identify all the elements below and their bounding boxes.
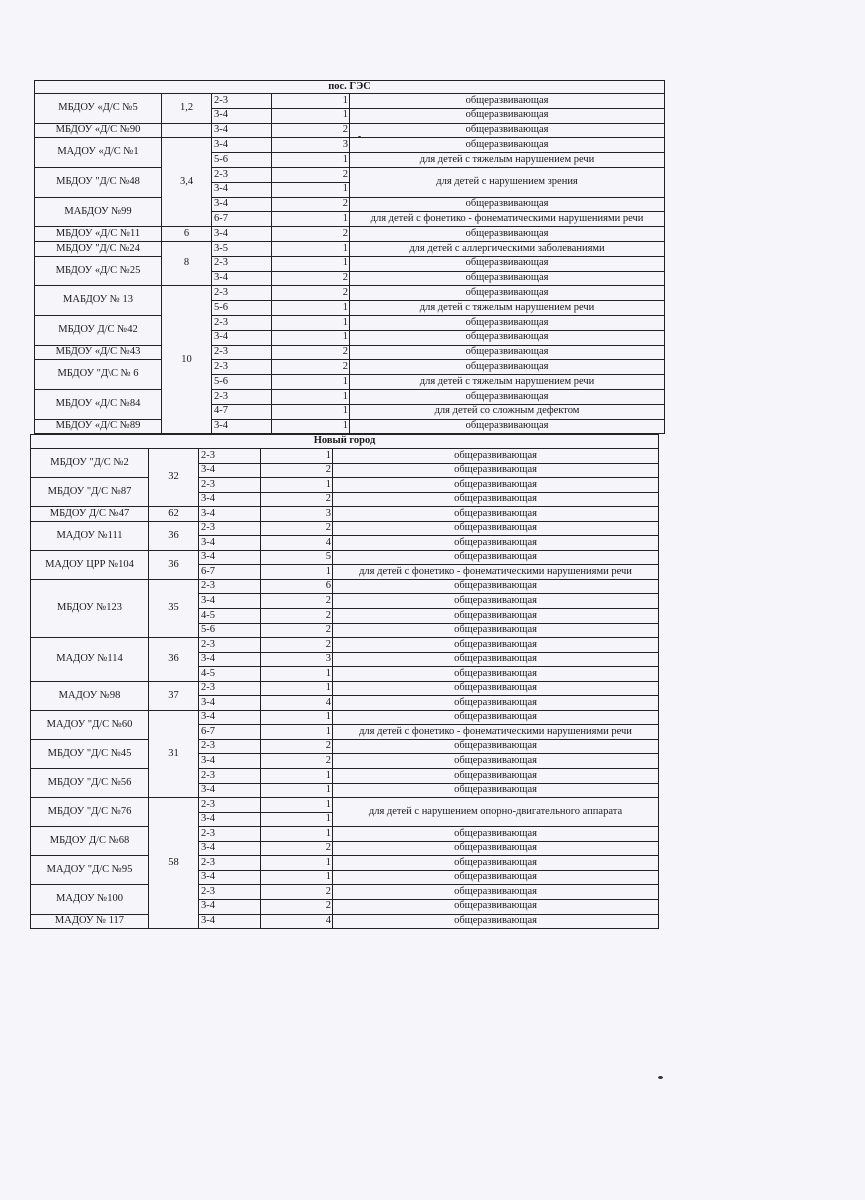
institution-name: МБДОУ "Д/С №24 bbox=[35, 241, 162, 256]
group-type: для детей со сложным дефектом bbox=[350, 404, 665, 419]
institution-name: МБДОУ "Д\С № 6 bbox=[35, 360, 162, 390]
age-range: 4-5 bbox=[199, 609, 261, 624]
age-range: 5-6 bbox=[212, 301, 272, 316]
group-count: 2 bbox=[272, 227, 350, 242]
age-range: 2-3 bbox=[212, 256, 272, 271]
age-range: 3-4 bbox=[212, 138, 272, 153]
group-type: общеразвивающая bbox=[333, 827, 659, 842]
table-row bbox=[31, 579, 659, 594]
group-count: 1 bbox=[261, 827, 333, 842]
table-row bbox=[35, 360, 665, 375]
age-range: 2-3 bbox=[199, 885, 261, 900]
institution-name: МБДОУ «Д/С №5 bbox=[35, 94, 162, 124]
group-type: общеразвивающая bbox=[350, 123, 665, 138]
group-count: 1 bbox=[261, 565, 333, 580]
age-range: 3-4 bbox=[199, 841, 261, 856]
group-type: для детей с нарушением опорно-двигательного аппарата bbox=[333, 798, 659, 827]
group-count: 1 bbox=[261, 812, 333, 827]
table-row bbox=[31, 681, 659, 696]
table-row bbox=[31, 914, 659, 929]
group-type: общеразвивающая bbox=[333, 841, 659, 856]
table-row bbox=[35, 345, 665, 360]
table-row bbox=[35, 256, 665, 271]
group-count: 4 bbox=[261, 914, 333, 929]
group-count: 2 bbox=[261, 638, 333, 653]
group-count: 1 bbox=[261, 478, 333, 493]
district-number: 62 bbox=[149, 507, 199, 522]
group-count: 1 bbox=[272, 94, 350, 109]
district-number: 37 bbox=[149, 681, 199, 710]
group-type: общеразвивающая bbox=[333, 710, 659, 725]
age-range: 3-4 bbox=[199, 652, 261, 667]
group-type: общеразвивающая bbox=[350, 389, 665, 404]
table-row bbox=[35, 123, 665, 138]
institution-name: МАБДОУ №99 bbox=[35, 197, 162, 227]
district-number: 3,4 bbox=[162, 138, 212, 227]
group-count: 1 bbox=[272, 153, 350, 168]
institution-name: МБДОУ "Д/С №2 bbox=[31, 449, 149, 478]
table-row bbox=[31, 550, 659, 565]
group-type: общеразвивающая bbox=[333, 478, 659, 493]
group-type: общеразвивающая bbox=[333, 754, 659, 769]
age-range: 3-4 bbox=[212, 108, 272, 123]
district-number: 36 bbox=[149, 521, 199, 550]
scan-speck bbox=[658, 1076, 663, 1079]
group-count: 1 bbox=[261, 870, 333, 885]
institution-name: МАДОУ № 117 bbox=[31, 914, 149, 929]
group-count: 1 bbox=[272, 182, 350, 197]
age-range: 5-6 bbox=[212, 375, 272, 390]
age-range: 3-4 bbox=[199, 870, 261, 885]
institution-name: МБДОУ «Д/С №84 bbox=[35, 389, 162, 419]
institution-name: МБДОУ Д/С №42 bbox=[35, 315, 162, 345]
age-range: 4-7 bbox=[212, 404, 272, 419]
institution-name: МАДОУ №100 bbox=[31, 885, 149, 914]
age-range: 2-3 bbox=[199, 521, 261, 536]
group-count: 1 bbox=[261, 449, 333, 464]
age-range: 3-4 bbox=[212, 330, 272, 345]
group-type: общеразвивающая bbox=[350, 256, 665, 271]
table-row bbox=[35, 241, 665, 256]
group-count: 1 bbox=[272, 241, 350, 256]
age-range: 6-7 bbox=[212, 212, 272, 227]
group-count: 1 bbox=[272, 108, 350, 123]
group-count: 2 bbox=[261, 594, 333, 609]
table-row bbox=[31, 827, 659, 842]
institution-name: МБДОУ Д/С №68 bbox=[31, 827, 149, 856]
age-range: 2-3 bbox=[199, 769, 261, 784]
group-type: общеразвивающая bbox=[333, 638, 659, 653]
group-count: 1 bbox=[261, 783, 333, 798]
institution-name: МАДОУ «Д/С №1 bbox=[35, 138, 162, 168]
group-count: 2 bbox=[261, 754, 333, 769]
group-type: общеразвивающая bbox=[333, 769, 659, 784]
group-type: общеразвивающая bbox=[350, 138, 665, 153]
group-count: 2 bbox=[272, 167, 350, 182]
age-range: 6-7 bbox=[199, 725, 261, 740]
group-count: 1 bbox=[261, 856, 333, 871]
age-range: 3-4 bbox=[212, 197, 272, 212]
age-range: 2-3 bbox=[212, 286, 272, 301]
age-range: 2-3 bbox=[212, 167, 272, 182]
age-range: 6-7 bbox=[199, 565, 261, 580]
group-type: общеразвивающая bbox=[333, 870, 659, 885]
group-type: общеразвивающая bbox=[333, 696, 659, 711]
age-range: 2-3 bbox=[199, 827, 261, 842]
age-range: 3-4 bbox=[199, 914, 261, 929]
table-row bbox=[31, 478, 659, 493]
group-count: 6 bbox=[261, 579, 333, 594]
age-range: 3-4 bbox=[212, 271, 272, 286]
group-type: для детей с тяжелым нарушением речи bbox=[350, 153, 665, 168]
group-count: 1 bbox=[261, 798, 333, 813]
institution-name: МАДОУ №98 bbox=[31, 681, 149, 710]
age-range: 3-4 bbox=[199, 754, 261, 769]
district-number: 6 bbox=[162, 227, 212, 242]
table-row bbox=[31, 638, 659, 653]
group-count: 1 bbox=[272, 330, 350, 345]
group-type: общеразвивающая bbox=[333, 594, 659, 609]
institution-name: МБДОУ "Д/С №45 bbox=[31, 739, 149, 768]
table-row bbox=[31, 769, 659, 784]
table-row bbox=[31, 710, 659, 725]
group-count: 2 bbox=[272, 123, 350, 138]
institution-name: МБДОУ Д/С №47 bbox=[31, 507, 149, 522]
group-type: общеразвивающая bbox=[333, 536, 659, 551]
group-count: 5 bbox=[261, 550, 333, 565]
group-type: для детей с фонетико - фонематическими нарушениями речи bbox=[333, 725, 659, 740]
group-count: 2 bbox=[261, 841, 333, 856]
institution-name: МБДОУ «Д/С №90 bbox=[35, 123, 162, 138]
age-range: 3-4 bbox=[212, 182, 272, 197]
institution-name: МАБДОУ № 13 bbox=[35, 286, 162, 316]
age-range: 2-3 bbox=[199, 798, 261, 813]
district-number: 36 bbox=[149, 550, 199, 579]
group-type: общеразвивающая bbox=[333, 521, 659, 536]
group-count: 1 bbox=[272, 315, 350, 330]
institution-name: МАДОУ ЦРР №104 bbox=[31, 550, 149, 579]
group-count: 1 bbox=[272, 404, 350, 419]
group-count: 2 bbox=[261, 521, 333, 536]
age-range: 2-3 bbox=[212, 360, 272, 375]
group-count: 3 bbox=[272, 138, 350, 153]
group-count: 2 bbox=[261, 492, 333, 507]
age-range: 3-5 bbox=[212, 241, 272, 256]
group-type: общеразвивающая bbox=[350, 108, 665, 123]
group-count: 3 bbox=[261, 507, 333, 522]
group-type: для детей с тяжелым нарушением речи bbox=[350, 375, 665, 390]
age-range: 3-4 bbox=[199, 899, 261, 914]
age-range: 3-4 bbox=[212, 227, 272, 242]
group-type: общеразвивающая bbox=[350, 271, 665, 286]
group-type: общеразвивающая bbox=[333, 783, 659, 798]
district-number: 36 bbox=[149, 638, 199, 682]
age-range: 2-3 bbox=[199, 478, 261, 493]
group-type: общеразвивающая bbox=[333, 579, 659, 594]
group-count: 2 bbox=[261, 739, 333, 754]
group-count: 1 bbox=[272, 212, 350, 227]
age-range: 3-4 bbox=[199, 463, 261, 478]
group-type: общеразвивающая bbox=[350, 419, 665, 434]
table-row bbox=[35, 227, 665, 242]
group-type: общеразвивающая bbox=[350, 286, 665, 301]
group-type: общеразвивающая bbox=[333, 885, 659, 900]
age-range: 2-3 bbox=[199, 856, 261, 871]
group-type: общеразвивающая bbox=[350, 197, 665, 212]
table-row bbox=[31, 856, 659, 871]
group-count: 2 bbox=[261, 899, 333, 914]
age-range: 3-4 bbox=[199, 550, 261, 565]
age-range: 3-4 bbox=[199, 812, 261, 827]
group-count: 4 bbox=[261, 536, 333, 551]
age-range: 4-5 bbox=[199, 667, 261, 682]
age-range: 3-4 bbox=[199, 696, 261, 711]
institution-name: МБДОУ "Д/С №76 bbox=[31, 798, 149, 827]
group-count: 2 bbox=[261, 609, 333, 624]
group-type: общеразвивающая bbox=[350, 227, 665, 242]
district-number: 31 bbox=[149, 710, 199, 797]
group-count: 2 bbox=[261, 463, 333, 478]
group-type: общеразвивающая bbox=[333, 856, 659, 871]
group-type: общеразвивающая bbox=[333, 609, 659, 624]
group-type: общеразвивающая bbox=[333, 899, 659, 914]
group-type: общеразвивающая bbox=[350, 94, 665, 109]
institution-name: МБДОУ №123 bbox=[31, 579, 149, 637]
group-count: 1 bbox=[272, 389, 350, 404]
group-type: для детей с фонетико - фонематическими нарушениями речи bbox=[333, 565, 659, 580]
age-range: 3-4 bbox=[199, 710, 261, 725]
age-range: 2-3 bbox=[199, 579, 261, 594]
age-range: 3-4 bbox=[212, 419, 272, 434]
group-type: общеразвивающая bbox=[333, 739, 659, 754]
group-count: 1 bbox=[272, 419, 350, 434]
group-count: 4 bbox=[261, 696, 333, 711]
group-type: общеразвивающая bbox=[333, 667, 659, 682]
group-count: 1 bbox=[261, 725, 333, 740]
group-count: 1 bbox=[261, 667, 333, 682]
age-range: 3-4 bbox=[199, 507, 261, 522]
ges-settlement-table bbox=[34, 80, 665, 434]
group-count: 2 bbox=[261, 623, 333, 638]
table-row bbox=[31, 739, 659, 754]
group-type: общеразвивающая bbox=[333, 449, 659, 464]
age-range: 2-3 bbox=[212, 315, 272, 330]
institution-name: МАДОУ №111 bbox=[31, 521, 149, 550]
institution-name: МБДОУ "Д/С №48 bbox=[35, 167, 162, 197]
district-number: 10 bbox=[162, 286, 212, 434]
new-town-table bbox=[30, 434, 659, 929]
table-row bbox=[31, 885, 659, 900]
section-title: пос. ГЭС bbox=[35, 81, 665, 94]
group-count: 3 bbox=[261, 652, 333, 667]
table-row bbox=[35, 419, 665, 434]
group-type: общеразвивающая bbox=[350, 315, 665, 330]
age-range: 2-3 bbox=[199, 449, 261, 464]
age-range: 3-4 bbox=[212, 123, 272, 138]
institution-name: МАДОУ "Д/С №60 bbox=[31, 710, 149, 739]
group-type: для детей с фонетико - фонематическими нарушениями речи bbox=[350, 212, 665, 227]
age-range: 3-4 bbox=[199, 594, 261, 609]
group-type: для детей с нарушением зрения bbox=[350, 167, 665, 197]
institution-name: МБДОУ "Д/С №87 bbox=[31, 478, 149, 507]
group-count: 1 bbox=[261, 769, 333, 784]
table-row bbox=[31, 507, 659, 522]
age-range: 5-6 bbox=[212, 153, 272, 168]
institution-name: МБДОУ «Д/С №11 bbox=[35, 227, 162, 242]
group-type: общеразвивающая bbox=[333, 914, 659, 929]
age-range: 2-3 bbox=[212, 345, 272, 360]
group-type: общеразвивающая bbox=[333, 652, 659, 667]
table-row bbox=[31, 798, 659, 813]
group-count: 2 bbox=[272, 197, 350, 212]
district-number: 32 bbox=[149, 449, 199, 507]
group-count: 2 bbox=[272, 271, 350, 286]
age-range: 2-3 bbox=[199, 681, 261, 696]
group-count: 1 bbox=[272, 301, 350, 316]
group-type: для детей с аллергическими заболеваниями bbox=[350, 241, 665, 256]
table-row bbox=[31, 449, 659, 464]
group-count: 1 bbox=[261, 681, 333, 696]
district-number bbox=[162, 123, 212, 138]
group-count: 1 bbox=[272, 256, 350, 271]
table-row bbox=[35, 286, 665, 301]
table-row bbox=[35, 197, 665, 212]
age-range: 3-4 bbox=[199, 783, 261, 798]
group-count: 2 bbox=[272, 345, 350, 360]
table-row bbox=[35, 315, 665, 330]
group-type: общеразвивающая bbox=[333, 550, 659, 565]
table-row bbox=[35, 94, 665, 109]
group-type: для детей с тяжелым нарушением речи bbox=[350, 301, 665, 316]
group-count: 2 bbox=[261, 885, 333, 900]
table-row bbox=[35, 167, 665, 182]
group-type: общеразвивающая bbox=[333, 623, 659, 638]
section-title: Новый город bbox=[31, 435, 659, 449]
district-number: 1,2 bbox=[162, 94, 212, 124]
age-range: 3-4 bbox=[199, 536, 261, 551]
group-count: 2 bbox=[272, 360, 350, 375]
district-number: 35 bbox=[149, 579, 199, 637]
age-range: 2-3 bbox=[199, 739, 261, 754]
group-type: общеразвивающая bbox=[350, 360, 665, 375]
group-type: общеразвивающая bbox=[350, 345, 665, 360]
age-range: 5-6 bbox=[199, 623, 261, 638]
institution-name: МБДОУ "Д/С №56 bbox=[31, 769, 149, 798]
institution-name: МБДОУ «Д/С №89 bbox=[35, 419, 162, 434]
district-number: 8 bbox=[162, 241, 212, 285]
institution-name: МАДОУ №114 bbox=[31, 638, 149, 682]
age-range: 2-3 bbox=[212, 389, 272, 404]
age-range: 2-3 bbox=[212, 94, 272, 109]
group-type: общеразвивающая bbox=[333, 681, 659, 696]
group-count: 1 bbox=[261, 710, 333, 725]
table-row bbox=[35, 138, 665, 153]
group-type: общеразвивающая bbox=[333, 463, 659, 478]
group-type: общеразвивающая bbox=[333, 492, 659, 507]
district-number: 58 bbox=[149, 798, 199, 929]
table-row bbox=[31, 521, 659, 536]
institution-name: МБДОУ «Д/С №43 bbox=[35, 345, 162, 360]
institution-name: МАДОУ "Д/С №95 bbox=[31, 856, 149, 885]
group-type: общеразвивающая bbox=[333, 507, 659, 522]
age-range: 3-4 bbox=[199, 492, 261, 507]
table-row bbox=[35, 389, 665, 404]
group-type: общеразвивающая bbox=[350, 330, 665, 345]
group-count: 2 bbox=[272, 286, 350, 301]
institution-name: МБДОУ «Д/С №25 bbox=[35, 256, 162, 286]
age-range: 2-3 bbox=[199, 638, 261, 653]
group-count: 1 bbox=[272, 375, 350, 390]
